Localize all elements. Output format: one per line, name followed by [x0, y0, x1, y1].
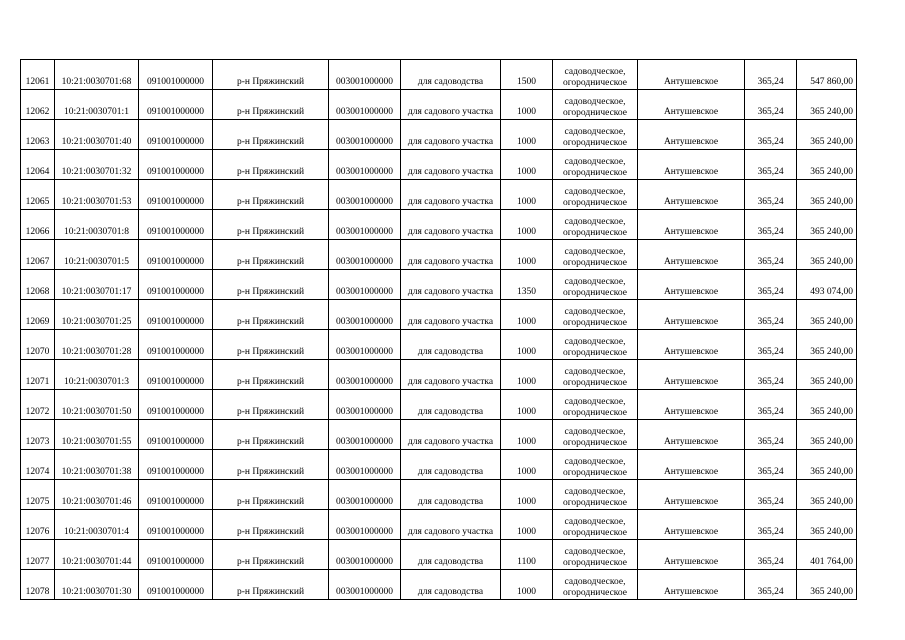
cell-okato-code: 091001000000 [139, 360, 213, 390]
cell-area: 1000 [501, 210, 553, 240]
cell-category-code: 003001000000 [329, 300, 401, 330]
cell-district: р-н Пряжинский [213, 210, 329, 240]
table-row [21, 450, 857, 480]
cell-okato-code: 091001000000 [139, 270, 213, 300]
cell-cadastral-value: 365 240,00 [797, 570, 857, 600]
cell-purpose: садоводческое, огородническое [553, 300, 638, 330]
cell-permitted-use: для садового участка [401, 510, 501, 540]
cell-category-code: 003001000000 [329, 510, 401, 540]
cell-cadastral-value: 547 860,00 [797, 60, 857, 90]
cell-permitted-use: для садового участка [401, 120, 501, 150]
cell-cadastral-number: 10:21:0030701:28 [55, 330, 139, 360]
cell-cadastral-number: 10:21:0030701:1 [55, 90, 139, 120]
cell-purpose: садоводческое, огородническое [553, 540, 638, 570]
cell-permitted-use: для садоводства [401, 60, 501, 90]
cell-category-code: 003001000000 [329, 570, 401, 600]
cell-okato-code: 091001000000 [139, 510, 213, 540]
cell-settlement: Антушевское [638, 360, 745, 390]
cell-row-number: 12072 [21, 390, 55, 420]
cell-district: р-н Пряжинский [213, 120, 329, 150]
cell-category-code: 003001000000 [329, 390, 401, 420]
cell-row-number: 12078 [21, 570, 55, 600]
cell-category-code: 003001000000 [329, 60, 401, 90]
cell-row-number: 12065 [21, 180, 55, 210]
cell-settlement: Антушевское [638, 120, 745, 150]
cell-specific-value: 365,24 [745, 450, 797, 480]
cell-permitted-use: для садового участка [401, 90, 501, 120]
cell-purpose: садоводческое, огородническое [553, 240, 638, 270]
cell-district: р-н Пряжинский [213, 510, 329, 540]
table-row [21, 540, 857, 570]
cell-permitted-use: для садоводства [401, 540, 501, 570]
table-row [21, 60, 857, 90]
cell-area: 1000 [501, 90, 553, 120]
cell-row-number: 12064 [21, 150, 55, 180]
cell-cadastral-number: 10:21:0030701:55 [55, 420, 139, 450]
table-row [21, 120, 857, 150]
cell-category-code: 003001000000 [329, 210, 401, 240]
cell-okato-code: 091001000000 [139, 420, 213, 450]
cell-purpose: садоводческое, огородническое [553, 480, 638, 510]
cell-cadastral-value: 365 240,00 [797, 330, 857, 360]
cell-district: р-н Пряжинский [213, 90, 329, 120]
cell-settlement: Антушевское [638, 60, 745, 90]
cell-purpose: садоводческое, огородническое [553, 420, 638, 450]
table-row [21, 90, 857, 120]
cell-okato-code: 091001000000 [139, 450, 213, 480]
cell-purpose: садоводческое, огородническое [553, 360, 638, 390]
cell-permitted-use: для садового участка [401, 270, 501, 300]
cell-area: 1000 [501, 180, 553, 210]
table-row [21, 330, 857, 360]
cell-area: 1350 [501, 270, 553, 300]
cell-row-number: 12067 [21, 240, 55, 270]
cell-permitted-use: для садового участка [401, 150, 501, 180]
cell-cadastral-value: 365 240,00 [797, 240, 857, 270]
cell-cadastral-value: 365 240,00 [797, 390, 857, 420]
cell-specific-value: 365,24 [745, 270, 797, 300]
cell-settlement: Антушевское [638, 540, 745, 570]
cell-permitted-use: для садового участка [401, 360, 501, 390]
cell-permitted-use: для садового участка [401, 420, 501, 450]
cell-settlement: Антушевское [638, 480, 745, 510]
cell-okato-code: 091001000000 [139, 180, 213, 210]
cell-district: р-н Пряжинский [213, 240, 329, 270]
cell-district: р-н Пряжинский [213, 420, 329, 450]
cell-category-code: 003001000000 [329, 330, 401, 360]
cell-cadastral-number: 10:21:0030701:40 [55, 120, 139, 150]
cell-row-number: 12070 [21, 330, 55, 360]
cell-cadastral-number: 10:21:0030701:44 [55, 540, 139, 570]
cell-permitted-use: для садового участка [401, 210, 501, 240]
cell-settlement: Антушевское [638, 450, 745, 480]
cell-settlement: Антушевское [638, 240, 745, 270]
document-sheet [20, 59, 857, 600]
cell-okato-code: 091001000000 [139, 330, 213, 360]
table-row [21, 390, 857, 420]
cell-permitted-use: для садоводства [401, 390, 501, 420]
cell-cadastral-number: 10:21:0030701:53 [55, 180, 139, 210]
table-row [21, 420, 857, 450]
cell-row-number: 12062 [21, 90, 55, 120]
cell-area: 1000 [501, 480, 553, 510]
cell-cadastral-number: 10:21:0030701:5 [55, 240, 139, 270]
cell-category-code: 003001000000 [329, 120, 401, 150]
cell-purpose: садоводческое, огородническое [553, 90, 638, 120]
cell-category-code: 003001000000 [329, 270, 401, 300]
cell-specific-value: 365,24 [745, 330, 797, 360]
cell-permitted-use: для садоводства [401, 480, 501, 510]
cell-district: р-н Пряжинский [213, 180, 329, 210]
cell-cadastral-number: 10:21:0030701:17 [55, 270, 139, 300]
cell-area: 1000 [501, 570, 553, 600]
cell-cadastral-value: 365 240,00 [797, 120, 857, 150]
cell-specific-value: 365,24 [745, 390, 797, 420]
cell-purpose: садоводческое, огородническое [553, 210, 638, 240]
cell-district: р-н Пряжинский [213, 390, 329, 420]
cell-permitted-use: для садового участка [401, 180, 501, 210]
cell-category-code: 003001000000 [329, 420, 401, 450]
cell-area: 1100 [501, 540, 553, 570]
cell-row-number: 12075 [21, 480, 55, 510]
cell-permitted-use: для садоводства [401, 330, 501, 360]
cell-okato-code: 091001000000 [139, 90, 213, 120]
cell-settlement: Антушевское [638, 330, 745, 360]
table-body [21, 60, 857, 600]
table-row [21, 150, 857, 180]
cell-category-code: 003001000000 [329, 360, 401, 390]
cell-specific-value: 365,24 [745, 300, 797, 330]
cell-okato-code: 091001000000 [139, 570, 213, 600]
cell-row-number: 12076 [21, 510, 55, 540]
cell-okato-code: 091001000000 [139, 210, 213, 240]
cell-settlement: Антушевское [638, 210, 745, 240]
cell-okato-code: 091001000000 [139, 540, 213, 570]
cell-area: 1000 [501, 300, 553, 330]
cell-category-code: 003001000000 [329, 240, 401, 270]
cell-cadastral-number: 10:21:0030701:68 [55, 60, 139, 90]
cell-area: 1500 [501, 60, 553, 90]
land-plot-table [20, 59, 857, 600]
cell-specific-value: 365,24 [745, 480, 797, 510]
cell-permitted-use: для садового участка [401, 300, 501, 330]
cell-row-number: 12068 [21, 270, 55, 300]
cell-row-number: 12074 [21, 450, 55, 480]
cell-cadastral-number: 10:21:0030701:46 [55, 480, 139, 510]
cell-cadastral-number: 10:21:0030701:32 [55, 150, 139, 180]
cell-cadastral-value: 365 240,00 [797, 150, 857, 180]
table-row [21, 300, 857, 330]
cell-cadastral-number: 10:21:0030701:4 [55, 510, 139, 540]
cell-purpose: садоводческое, огородническое [553, 510, 638, 540]
cell-area: 1000 [501, 120, 553, 150]
cell-settlement: Антушевское [638, 180, 745, 210]
cell-category-code: 003001000000 [329, 150, 401, 180]
cell-area: 1000 [501, 330, 553, 360]
cell-permitted-use: для садоводства [401, 450, 501, 480]
cell-specific-value: 365,24 [745, 150, 797, 180]
cell-row-number: 12066 [21, 210, 55, 240]
cell-permitted-use: для садового участка [401, 240, 501, 270]
cell-okato-code: 091001000000 [139, 240, 213, 270]
cell-okato-code: 091001000000 [139, 150, 213, 180]
cell-district: р-н Пряжинский [213, 300, 329, 330]
cell-row-number: 12063 [21, 120, 55, 150]
cell-cadastral-number: 10:21:0030701:25 [55, 300, 139, 330]
cell-specific-value: 365,24 [745, 60, 797, 90]
cell-category-code: 003001000000 [329, 180, 401, 210]
cell-category-code: 003001000000 [329, 450, 401, 480]
cell-area: 1000 [501, 360, 553, 390]
table-row [21, 210, 857, 240]
cell-purpose: садоводческое, огородническое [553, 390, 638, 420]
cell-district: р-н Пряжинский [213, 330, 329, 360]
cell-cadastral-value: 365 240,00 [797, 510, 857, 540]
cell-district: р-н Пряжинский [213, 450, 329, 480]
cell-cadastral-value: 365 240,00 [797, 360, 857, 390]
cell-specific-value: 365,24 [745, 570, 797, 600]
cell-purpose: садоводческое, огородническое [553, 150, 638, 180]
cell-purpose: садоводческое, огородническое [553, 270, 638, 300]
cell-specific-value: 365,24 [745, 510, 797, 540]
cell-okato-code: 091001000000 [139, 480, 213, 510]
cell-area: 1000 [501, 390, 553, 420]
cell-district: р-н Пряжинский [213, 360, 329, 390]
cell-district: р-н Пряжинский [213, 570, 329, 600]
cell-specific-value: 365,24 [745, 540, 797, 570]
cell-specific-value: 365,24 [745, 240, 797, 270]
cell-district: р-н Пряжинский [213, 480, 329, 510]
cell-category-code: 003001000000 [329, 540, 401, 570]
cell-category-code: 003001000000 [329, 90, 401, 120]
cell-purpose: садоводческое, огородническое [553, 450, 638, 480]
cell-purpose: садоводческое, огородническое [553, 570, 638, 600]
cell-settlement: Антушевское [638, 150, 745, 180]
cell-okato-code: 091001000000 [139, 390, 213, 420]
cell-specific-value: 365,24 [745, 420, 797, 450]
cell-settlement: Антушевское [638, 90, 745, 120]
cell-row-number: 12073 [21, 420, 55, 450]
cell-district: р-н Пряжинский [213, 540, 329, 570]
cell-specific-value: 365,24 [745, 90, 797, 120]
cell-area: 1000 [501, 510, 553, 540]
cell-permitted-use: для садоводства [401, 570, 501, 600]
cell-area: 1000 [501, 450, 553, 480]
cell-area: 1000 [501, 150, 553, 180]
cell-purpose: садоводческое, огородническое [553, 60, 638, 90]
cell-okato-code: 091001000000 [139, 120, 213, 150]
cell-cadastral-value: 365 240,00 [797, 450, 857, 480]
cell-settlement: Антушевское [638, 300, 745, 330]
cell-cadastral-number: 10:21:0030701:8 [55, 210, 139, 240]
cell-specific-value: 365,24 [745, 180, 797, 210]
cell-cadastral-value: 365 240,00 [797, 480, 857, 510]
cell-purpose: садоводческое, огородническое [553, 330, 638, 360]
cell-settlement: Антушевское [638, 570, 745, 600]
cell-specific-value: 365,24 [745, 360, 797, 390]
cell-row-number: 12061 [21, 60, 55, 90]
table-row [21, 240, 857, 270]
cell-category-code: 003001000000 [329, 480, 401, 510]
table-row [21, 270, 857, 300]
cell-purpose: садоводческое, огородническое [553, 180, 638, 210]
cell-cadastral-value: 365 240,00 [797, 420, 857, 450]
table-row [21, 480, 857, 510]
cell-cadastral-value: 365 240,00 [797, 90, 857, 120]
cell-specific-value: 365,24 [745, 120, 797, 150]
cell-row-number: 12069 [21, 300, 55, 330]
table-row [21, 570, 857, 600]
cell-okato-code: 091001000000 [139, 60, 213, 90]
cell-cadastral-number: 10:21:0030701:50 [55, 390, 139, 420]
cell-okato-code: 091001000000 [139, 300, 213, 330]
cell-cadastral-value: 365 240,00 [797, 180, 857, 210]
cell-area: 1000 [501, 240, 553, 270]
cell-purpose: садоводческое, огородническое [553, 120, 638, 150]
table-row [21, 180, 857, 210]
cell-area: 1000 [501, 420, 553, 450]
cell-row-number: 12071 [21, 360, 55, 390]
cell-cadastral-value: 401 764,00 [797, 540, 857, 570]
cell-settlement: Антушевское [638, 510, 745, 540]
cell-settlement: Антушевское [638, 420, 745, 450]
table-row [21, 360, 857, 390]
cell-cadastral-number: 10:21:0030701:3 [55, 360, 139, 390]
cell-district: р-н Пряжинский [213, 270, 329, 300]
cell-settlement: Антушевское [638, 390, 745, 420]
cell-cadastral-value: 493 074,00 [797, 270, 857, 300]
cell-cadastral-number: 10:21:0030701:30 [55, 570, 139, 600]
table-row [21, 510, 857, 540]
cell-cadastral-value: 365 240,00 [797, 300, 857, 330]
cell-specific-value: 365,24 [745, 210, 797, 240]
cell-row-number: 12077 [21, 540, 55, 570]
cell-district: р-н Пряжинский [213, 150, 329, 180]
cell-settlement: Антушевское [638, 270, 745, 300]
cell-cadastral-number: 10:21:0030701:38 [55, 450, 139, 480]
cell-cadastral-value: 365 240,00 [797, 210, 857, 240]
cell-district: р-н Пряжинский [213, 60, 329, 90]
